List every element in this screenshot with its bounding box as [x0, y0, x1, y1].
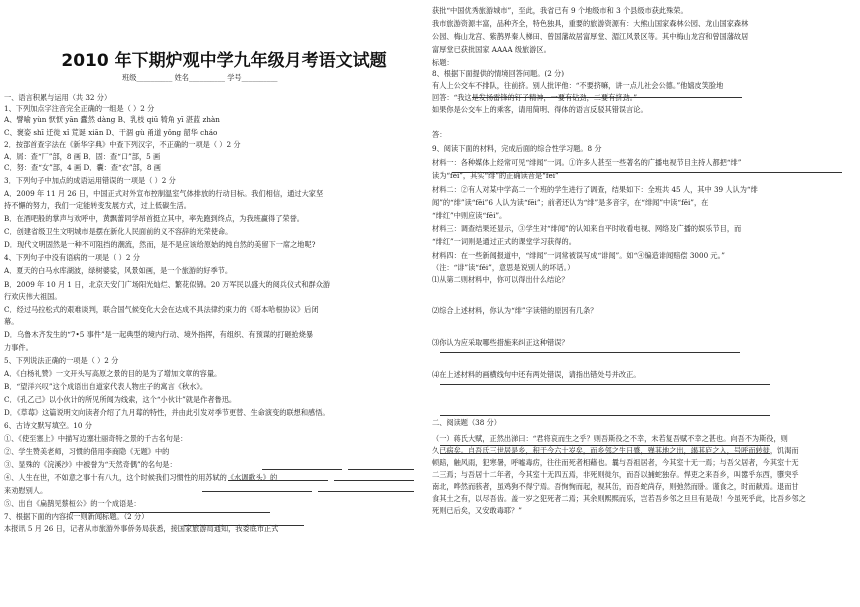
right-line: 二三焉；与吾居十二年者，今其室十无四五焉，非死则徙尔，而吾以捕蛇独存。悍吏之来吾乡，叫嚣乎东西，隳突乎: [432, 470, 799, 479]
right-line: 答：: [432, 130, 447, 139]
right-line: 8、根据下面提供的情境回答问题。(2 分): [432, 69, 565, 78]
left-line: D．《草莓》这篇说明文向读者介绍了九月莓的特性，并由此引发对季节更替、生命演变的联想和感悟。: [4, 408, 330, 417]
left-line: 6、古诗文默写填空。10 分: [4, 421, 92, 430]
answer-blank: [440, 384, 770, 385]
right-line: ⑴从第二则材料中，你可以得出什么结论？: [432, 275, 569, 284]
left-line: C、褒姿 shī 迁徙 xǐ 荒诞 xiān D、干涸 gù 甬道 yǒng 韶华 cháo: [4, 128, 218, 137]
left-line: B．2009 年 10 月 1 日，北京天安门广场阳光灿烂、繁花似锦。20 万军民以盛大的阅兵仪式和群众游: [4, 280, 331, 289]
right-line: ⑵综合上述材料，你认为“绯”字读错的原因有几条？: [432, 306, 598, 315]
right-line: 闻”的“绯”读“fěi”6 人认为读“fēi”；前者还认为“绯”是多音字，在“绯闻”中读“fěi”，在: [432, 198, 709, 207]
answer-blank: [184, 525, 304, 526]
answer-blank: [440, 415, 770, 416]
left-line: ②、学生赞美老师，习惯的借用李商隐《无题》中的: [4, 447, 170, 456]
right-line: 材料一：各种媒体上经常可见“绯闻”一词。①许多人甚至一些著名的广播电视节目主持人都把“绯”: [432, 158, 742, 167]
left-line: A．屑：查“厂”部，8 画 B．固：查“口”部，5 画: [4, 152, 161, 161]
right-line: ⑷在上述材料的画横线句中还有两处错误，请指出错处号并改正。: [432, 370, 641, 379]
right-line: 读为“fěi”，其实“绯”的正确读音是“fēi”: [432, 171, 559, 180]
left-line: A．《白杨礼赞》一文开头写高原之景的目的是为了增加文章的容量。: [4, 369, 222, 378]
left-line: 力事件。: [4, 343, 33, 352]
answer-blank: [70, 512, 270, 513]
left-line: D．乌鲁木齐发生的“7•5 事件”是一起典型的境内行动、境外指挥，有组织、有预谋的打砸抢烧暴: [4, 330, 314, 339]
right-line: 有人上公交车不排队，往前挤。别人批评他：“不要挤嘛，讲一点儿社会公德。”他嬉皮笑脸地: [432, 81, 724, 90]
left-line: A、譬喻 yùn 恹恹 yān 蠹然 dàng B、乳枝 qiū 犄角 yī 湛蓝 zhàn: [4, 115, 220, 124]
answer-blank: [472, 97, 742, 98]
left-line: 本报讯 5 月 26 日，记者从市旅游外事侨务局获悉，接国家旅游局通知，我委底市正式: [4, 524, 279, 533]
left-line: A．2009 年 11 月 26 日，中国正式对外宣布控制温室气体排放的行动目标。我们相信，通过大家坚: [4, 189, 324, 198]
right-line: （注：“诽”读“fěi”，意思是说别人的坏话。）: [432, 263, 575, 272]
answer-blank: [440, 453, 770, 454]
right-line: 公园、梅山龙宫、紫鹊界秦人梯田、曾国藩故居富厚堂、湄江风景区等。其中梅山龙宫和曾国藩故居: [432, 32, 749, 41]
right-line: 标题：: [432, 58, 454, 67]
left-line: 1、下列加点字注音完全正确的一组是（ ）2 分: [4, 104, 155, 113]
left-line: 3．下列句子中加点的成语运用错误的一项是（ ）2 分: [4, 176, 176, 185]
left-line: 7、根据下面的内容拟一则新闻标题。（2 分）: [4, 512, 149, 521]
left-line: ⑤、出自《扁鹊见蔡桓公》的一个成语是：: [4, 499, 141, 508]
left-line: ①、《使至塞上》中描写边塞壮丽奇特之景的千古名句是：: [4, 434, 188, 443]
right-line: 死则已后矣，又安敢毒耶？”: [432, 506, 522, 515]
student-info-line: 班级__________ 姓名__________ 学号__________: [122, 73, 278, 82]
left-line: ③、显殊的《浣溪沙》中被誉为“天然奇偶”的名句是：: [4, 460, 177, 469]
right-line: 顿踣，触风雨，犯寒暑，呼嘘毒疠，往往而死者相藉也。曩与吾祖居者，今其室十无一焉；与吾父居者，今其室十无: [432, 458, 799, 467]
answer-blank: [440, 352, 740, 353]
right-line: “绯红”中则应读“fēi”。: [432, 211, 507, 220]
left-line: C．努：查“女”部，4 画 D．囊：查“衣”部，8 画: [4, 163, 161, 172]
left-line: 2．按部首查字法在《新华字典》中查下列汉字，不正确的一项是（ ）2 分: [4, 140, 241, 149]
answer-blank: [202, 491, 312, 492]
exam-title: 2010 年下期炉观中学九年级月考语文试题: [61, 51, 387, 71]
left-line: 5、下列说法正确的一项是（ ）2 分: [4, 356, 119, 365]
right-line: 我市旅游资源丰富，品种齐全，特色独具，重要的旅游资源有：大熊山国家森林公园、龙山国家森林: [432, 19, 749, 28]
left-line: D．现代文明固然是一种不可阻挡的潮流，然而，是不是应该给原始的纯自然的美留下一席之地呢?: [4, 240, 316, 249]
right-line: 9、阅读下面的材料，完成后面的综合性学习题。8 分: [432, 144, 602, 153]
left-line: B．在酒吧般的掌声与欢呼中，黄飘蕾同学昂首挺立其中，率先跑到终点，为我班赢得了荣誉。: [4, 214, 304, 223]
right-line: （一）蒋氏大赋，正然出涕曰：“君将哀而生之乎？则吾斯役之不幸，未若复吾赋不幸之甚也。向吾不为斯役，则: [432, 434, 788, 443]
right-line: 材料四：在一些新闻报道中，“绯闻”一词常被误写成“诽闻”。如“④编造诽闻赔偿 3000 元。”: [432, 251, 725, 260]
left-line: C．创建省级卫生文明城市是摆在新化人民面前的义不容辞的光荣使命。: [4, 227, 233, 236]
right-line: 富厚堂已获批国家 AAAA 级旅游区。: [432, 45, 551, 54]
right-line: “绯红”一词则是通过正式的课堂学习获得的。: [432, 237, 576, 246]
left-line: 一、语言积累与运用（共 32 分）: [4, 93, 112, 102]
answer-blank: [348, 469, 414, 470]
left-line: B．“望洋兴叹”这个成语出自道家代表人物庄子的寓言《秋水》。: [4, 382, 208, 391]
answer-blank: [440, 445, 770, 446]
right-line: 获批“中国优秀旅游城市”，至此，我省已有 9 个地级市和 3 个县级市获此殊荣。: [432, 6, 688, 15]
left-line: C．《孔乙己》以小伙计的所见所闻为线索，这个“小伙计”就是作者鲁迅。: [4, 395, 237, 404]
answer-blank: [228, 480, 328, 481]
left-line: C．经过马拉松式的艰难谈判，联合国气候变化大会在达成不具法律约束力的《哥本哈根协议》后闭: [4, 305, 319, 314]
left-line: A．夏天的白马水库湖波，绿树婆娑，风景如画，是一个旅游的好季节。: [4, 266, 233, 275]
right-line: 回答：“我这是发扬雷锋的钉子精神，一要有钻劲，二要有挤劲。”: [432, 93, 638, 102]
right-line: 材料三：调查结果还显示，③学生对“绯闻”的认知来自平时收看电视、网络及广播的娱乐节目，而: [432, 224, 742, 233]
left-line: 4、下列句子中没有语病的一项是（ ）2 分: [4, 253, 140, 262]
answer-blank: [318, 491, 414, 492]
right-line: 二、阅读题（38 分）: [432, 418, 501, 427]
left-line: 行欢庆伟大祖国。: [4, 292, 62, 301]
right-line: 食其土之有，以尽吾齿。盖一岁之犯死者二焉；其余则熙熙而乐，岂若吾乡邻之旦旦有是哉！今虽死乎此，比吾乡邻之: [432, 494, 806, 503]
left-line: ④、人生在世，不如意之事十有八九，这个时候我们习惯性的用苏轼的《水调歌头》的: [4, 473, 278, 482]
right-line: 南北，哗然而骇者，虽鸡狗不得宁焉。吾恂恂而起，视其缶，而吾蛇尚存，则弛然而卧。谨食之，时而献焉。退而甘: [432, 482, 799, 491]
answer-blank: [334, 480, 414, 481]
right-line: ⑶你认为应采取哪些措施来纠正这种错误？: [432, 338, 569, 347]
answer-blank: [262, 469, 342, 470]
right-line: 材料二：②有人对某中学高二一个班的学生进行了调查，结果如下：全班共 45 人，其中 39 人认为“绯: [432, 185, 758, 194]
left-line: 幕。: [4, 317, 19, 326]
left-line: 持不懈的努力，我们一定能转变发展方式，过上低碳生活。: [4, 201, 191, 210]
answer-blank: [452, 172, 842, 173]
left-line: 来劝慰别人。: [4, 486, 48, 495]
right-line: 如果你是公交车上的乘客，请用简明、得体的语言反驳其错误言论。: [432, 105, 648, 114]
right-line: 久已病矣。自吾氏三世居是乡，积于今六十岁矣，而乡邻之生日蹙，殚其地之出，竭其庐之入，号呼而转徙，饥渴而: [432, 446, 799, 455]
